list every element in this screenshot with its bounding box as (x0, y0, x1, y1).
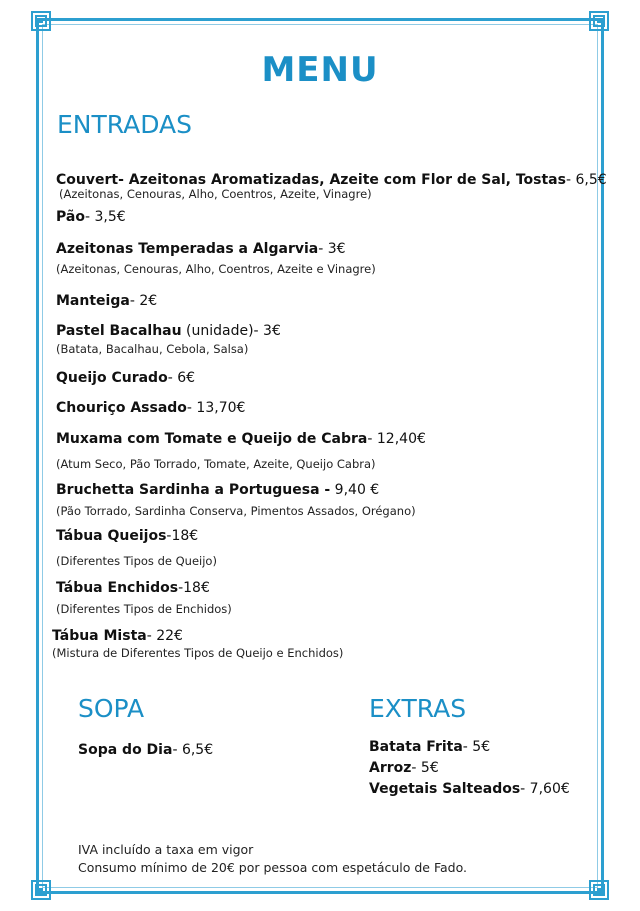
menu-title: MENU (261, 50, 379, 90)
item-name: Manteiga (56, 293, 130, 309)
item-name: Azeitonas Temperadas a Algarvia (56, 241, 319, 257)
item-description: (Batata, Bacalhau, Cebola, Salsa) (56, 342, 249, 356)
item-name: Pão (56, 209, 85, 225)
menu-item (56, 398, 245, 417)
footer-minimum-note: Consumo mínimo de 20€ por pessoa com espetáculo de Fado. (78, 860, 468, 875)
item-price: - 6€ (167, 370, 196, 386)
item-price: 9,40 € (330, 482, 380, 498)
menu-item (56, 321, 281, 340)
item-name: Chouriço Assado (56, 400, 187, 416)
menu-item (369, 758, 439, 777)
corner-ornament-icon (588, 879, 610, 901)
item-name: Couvert- Azeitonas Aromatizadas, Azeite com Flor de Sal, Tostas (56, 172, 566, 188)
item-name: Tábua Enchidos (56, 580, 179, 596)
item-price: - 13,70€ (186, 400, 246, 416)
menu-item (369, 737, 490, 756)
item-price: - 6,5€ (565, 172, 607, 188)
item-price: - 12,40€ (367, 431, 426, 447)
item-price: - 2€ (129, 293, 158, 309)
item-description: (Atum Seco, Pão Torrado, Tomate, Azeite, Queijo Cabra) (56, 457, 376, 471)
item-price: - 3,5€ (84, 209, 126, 225)
item-name: Queijo Curado (56, 370, 168, 386)
item-description: (Pão Torrado, Sardinha Conserva, Pimentos Assados, Orégano) (56, 504, 416, 518)
item-name: Bruchetta Sardinha a Portuguesa - (56, 482, 331, 498)
item-name: Batata Frita (369, 739, 463, 755)
menu-item (56, 239, 346, 258)
corner-ornament-icon (30, 10, 52, 32)
section-heading-extras: EXTRAS (369, 694, 467, 723)
menu-item (56, 429, 426, 448)
item-description: (Diferentes Tipos de Enchidos) (56, 602, 232, 616)
footer-vat-note: IVA incluído a taxa em vigor (78, 842, 254, 857)
item-name: Vegetais Salteados (369, 781, 521, 797)
item-name: Tábua Mista (52, 628, 147, 644)
corner-ornament-icon (30, 879, 52, 901)
item-price: - 5€ (411, 760, 439, 776)
item-price: (unidade)- 3€ (181, 323, 281, 339)
item-name: Tábua Queijos (56, 528, 167, 544)
item-price: - 6,5€ (172, 742, 214, 758)
menu-item (56, 578, 210, 597)
item-price: - 5€ (462, 739, 491, 755)
item-description: (Azeitonas, Cenouras, Alho, Coentros, Azeite e Vinagre) (56, 262, 376, 276)
item-name: Sopa do Dia (78, 742, 173, 758)
menu-item (369, 779, 570, 798)
section-heading-sopa: SOPA (78, 694, 145, 723)
item-description: (Diferentes Tipos de Queijo) (56, 554, 217, 568)
menu-item (56, 291, 157, 310)
menu-item (78, 740, 213, 759)
item-name: Pastel Bacalhau (56, 323, 182, 339)
menu-item (52, 626, 183, 645)
item-price: -18€ (166, 528, 199, 544)
section-heading-entradas: ENTRADAS (57, 110, 193, 139)
item-description: (Azeitonas, Cenouras, Alho, Coentros, Azeite, Vinagre) (59, 187, 372, 201)
item-price: - 22€ (146, 628, 183, 644)
menu-item (56, 368, 195, 387)
menu-item (56, 207, 126, 226)
menu-item (56, 480, 379, 499)
item-description: (Mistura de Diferentes Tipos de Queijo e Enchidos) (52, 646, 344, 660)
item-price: -18€ (178, 580, 210, 596)
item-price: - 3€ (318, 241, 346, 257)
item-name: Muxama com Tomate e Queijo de Cabra (56, 431, 368, 447)
item-price: - 7,60€ (520, 781, 570, 797)
corner-ornament-icon (588, 10, 610, 32)
menu-item (56, 526, 198, 545)
item-name: Arroz (369, 760, 412, 776)
